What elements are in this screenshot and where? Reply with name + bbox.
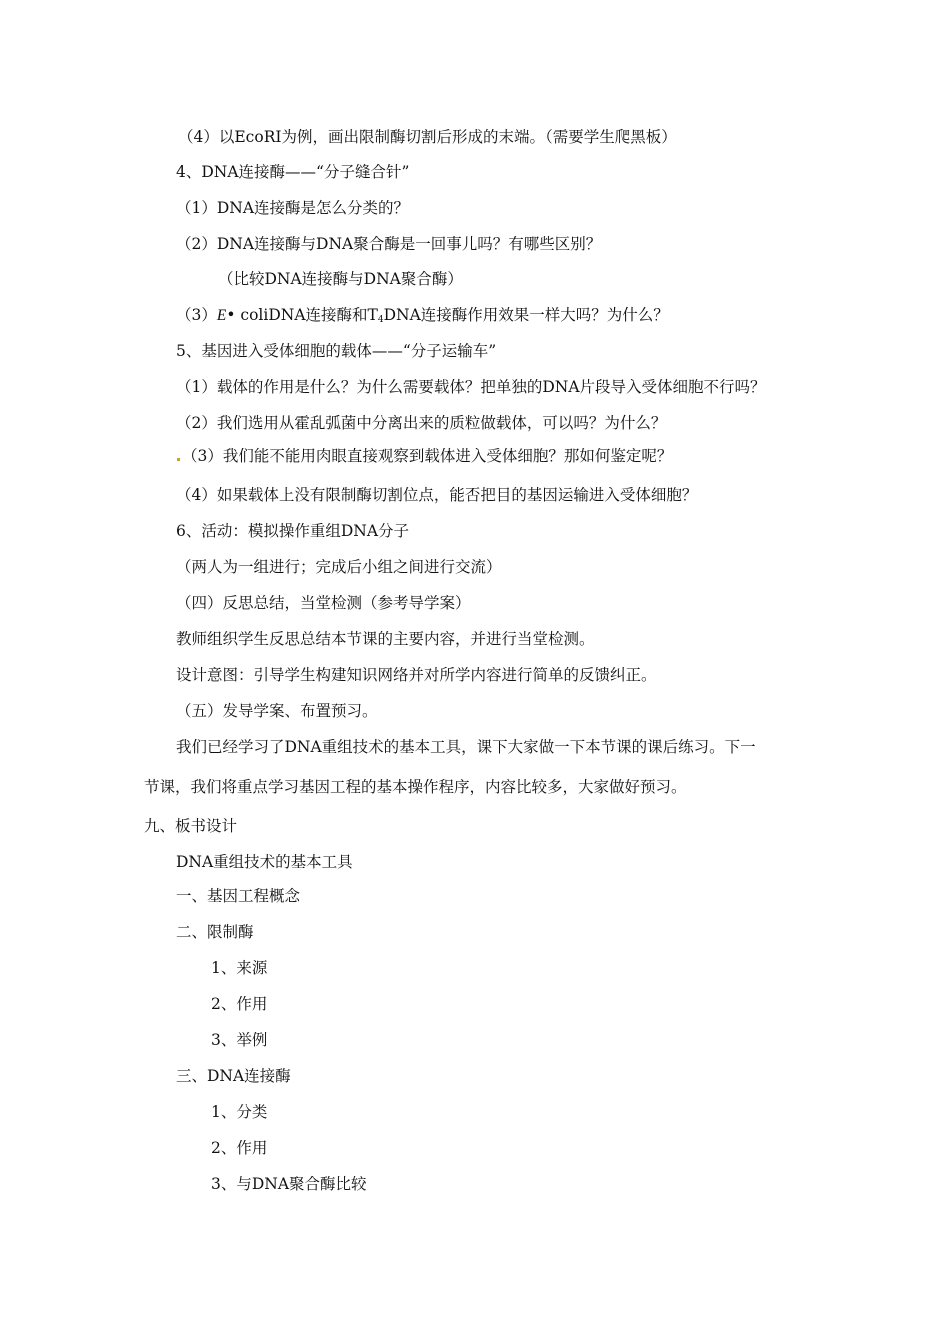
text-fragment: DNA连接酶作用效果一样大吗？为什么？: [383, 306, 669, 324]
subscript: 4: [377, 315, 384, 325]
outline-item: 三、DNA连接酶: [176, 1067, 291, 1085]
board-title: DNA重组技术的基本工具: [176, 853, 353, 871]
text-line: 教师组织学生反思总结本节课的主要内容，并进行当堂检测。: [176, 630, 595, 648]
text-line: [176, 304, 669, 331]
outline-subitem: 2、作用: [211, 995, 268, 1013]
outline-subitem: 1、分类: [211, 1103, 268, 1121]
text-line: （2）DNA连接酶与DNA聚合酶是一回事儿吗？有哪些区别？: [176, 235, 602, 253]
paragraph-line: 节课，我们将重点学习基因工程的基本操作程序，内容比较多，大家做好预习。: [144, 778, 687, 796]
text-line: 设计意图：引导学生构建知识网络并对所学内容进行简单的反馈纠正。: [176, 666, 657, 684]
text-fragment: • coliDNA连接酶和T: [226, 306, 378, 324]
section-heading: 4、DNA连接酶——“分子缝合针”: [176, 163, 410, 181]
outline-subitem: 3、举例: [211, 1031, 268, 1049]
text-line: （3）我们能不能用肉眼直接观察到载体进入受体细胞？那如何鉴定呢？: [182, 447, 673, 465]
section-heading: 5、基因进入受体细胞的载体——“分子运输车”: [176, 342, 497, 360]
text-fragment: E: [216, 307, 227, 324]
section-heading: 九、板书设计: [144, 817, 238, 835]
paragraph-line: 我们已经学习了DNA重组技术的基本工具，课下大家做一下本节课的课后练习。下一: [176, 738, 756, 756]
text-line: （4）如果载体上没有限制酶切割位点，能否把目的基因运输进入受体细胞？: [176, 486, 698, 504]
text-line: （2）我们选用从霍乱弧菌中分离出来的质粒做载体，可以吗？为什么？: [176, 414, 667, 432]
section-heading: （四）反思总结，当堂检测（参考导学案）: [176, 594, 471, 612]
section-heading: （五）发导学案、布置预习。: [176, 702, 378, 720]
section-heading: 6、活动：模拟操作重组DNA分子: [176, 522, 410, 540]
outline-item: 一、基因工程概念: [176, 887, 301, 905]
text-line: （比较DNA连接酶与DNA聚合酶）: [218, 270, 463, 288]
text-fragment: （3）: [176, 306, 217, 324]
text-line: （两人为一组进行；完成后小组之间进行交流）: [176, 558, 502, 576]
text-line: （1）载体的作用是什么？为什么需要载体？把单独的DNA片段导入受体细胞不行吗？: [176, 378, 766, 396]
text-line: （4）以EcoRI为例，画出限制酶切割后形成的末端。（需要学生爬黑板）: [178, 128, 677, 146]
text-line: （1）DNA连接酶是怎么分类的？: [176, 199, 410, 217]
outline-subitem: 1、来源: [211, 959, 268, 977]
outline-item: 二、限制酶: [176, 923, 254, 941]
outline-subitem: 2、作用: [211, 1139, 268, 1157]
stray-mark: [177, 458, 180, 461]
outline-subitem: 3、与DNA聚合酶比较: [211, 1175, 367, 1193]
